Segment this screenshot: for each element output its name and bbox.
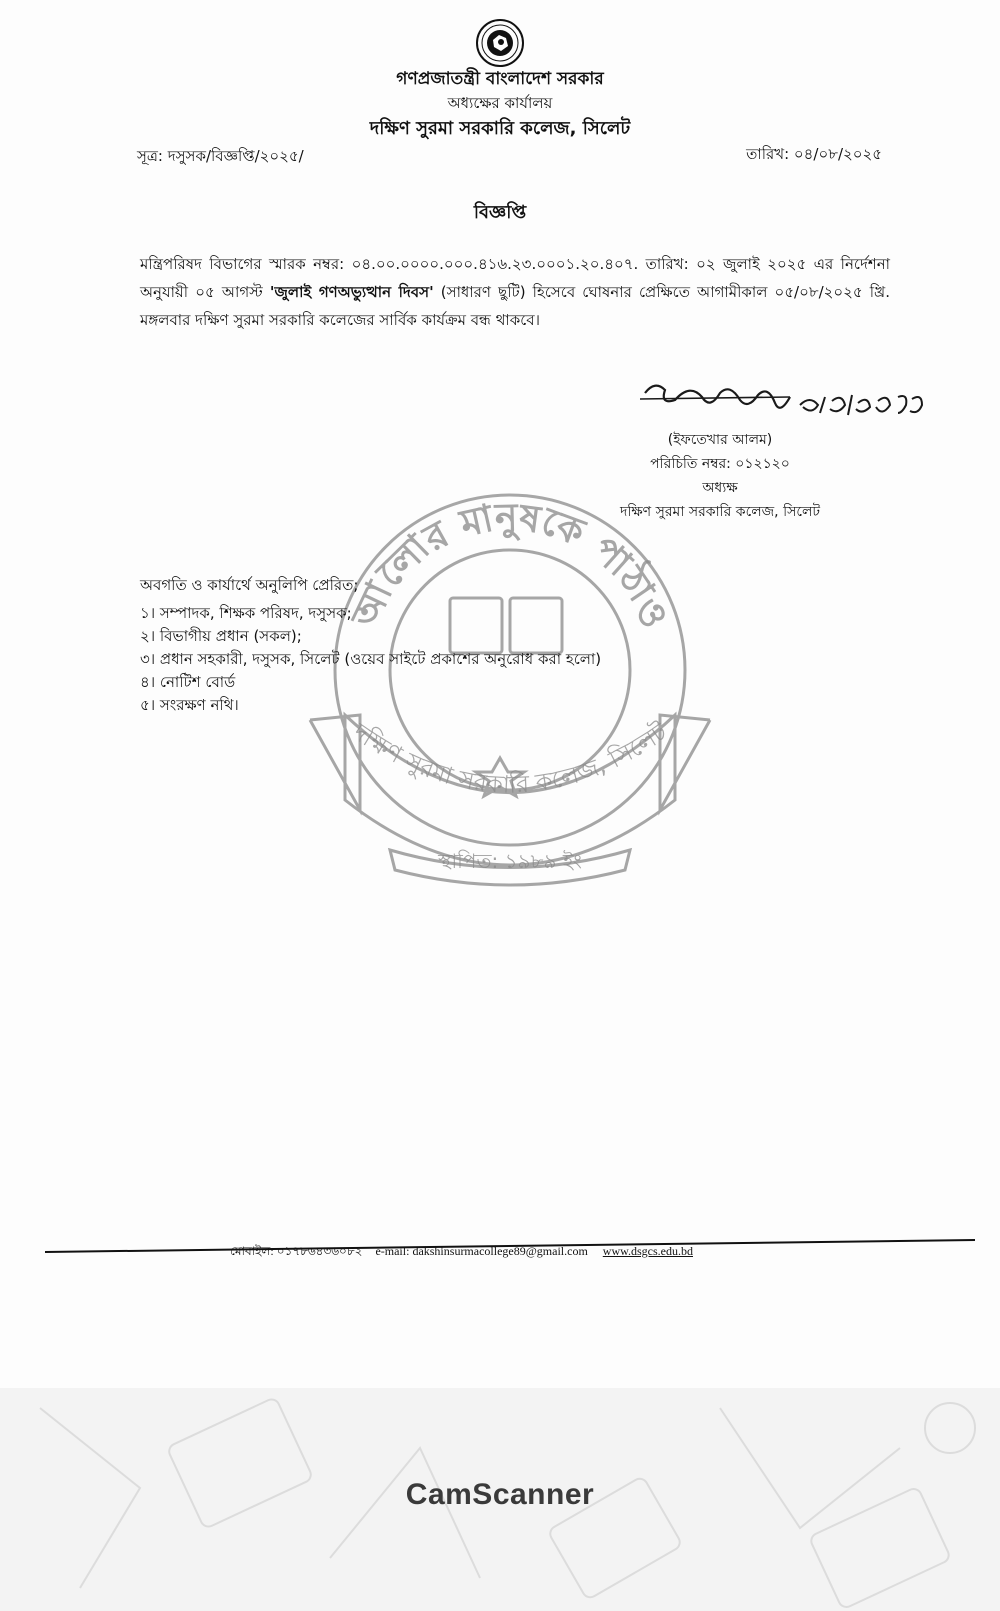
notice-body-part1: মন্ত্রিপরিষদ বিভাগের স্মারক নম্বর: ০৪.০০.০০০০.০০০.৪১৬.২৩.০০০১.২০.৪০৭. তারিখ: ০২ জুলাই ২০২৫ এর নির্দেশনা অনুযায়ী ০৫ আগস্ট bbox=[140, 255, 890, 301]
copy-list-title: অবগতি ও কার্যার্থে অনুলিপি প্রেরিত; bbox=[140, 576, 359, 594]
memo-reference: সূত্র: দসুসক/বিজ্ঞপ্তি/২০২৫/ bbox=[137, 147, 304, 165]
handwritten-signature bbox=[640, 375, 940, 425]
copy-list-item: ৫। সংরক্ষণ নথি। bbox=[140, 696, 239, 714]
signatory-institution: দক্ষিণ সুরমা সরকারি কলেজ, সিলেট bbox=[619, 504, 821, 520]
copy-list-item: ২। বিভাগীয় প্রধান (সকল); bbox=[140, 627, 302, 645]
copy-list-item: ৪। নোটিশ বোর্ড bbox=[140, 673, 236, 691]
letterhead-government: গণপ্রজাতন্ত্রী বাংলাদেশ সরকার bbox=[396, 69, 604, 89]
copy-list-item: ১। সম্পাদক, শিক্ষক পরিষদ, দসুসক; bbox=[140, 604, 352, 622]
memo-date: তারিখ: ০৪/০৮/২০২৫ bbox=[746, 145, 882, 163]
copy-list bbox=[140, 602, 601, 717]
footer-website-link[interactable]: www.dsgcs.edu.bd bbox=[602, 1244, 693, 1258]
svg-text:দক্ষিণ সুরমা সরকারি কলেজ, সিলে bbox=[347, 716, 673, 798]
letterhead-college: দক্ষিণ সুরমা সরকারি কলেজ, সিলেট bbox=[369, 118, 631, 139]
seal-motto: আলোর মানুষকে পাঠাও bbox=[342, 494, 678, 634]
notice-body bbox=[140, 250, 890, 334]
notice-title: বিজ্ঞপ্তি bbox=[473, 202, 527, 223]
copy-list-item: ৩। প্রধান সহকারী, দসুসক, সিলেট (ওয়েব সাইটে প্রকাশের অনুরোধ করা হলো) bbox=[140, 650, 602, 668]
signatory-name: (ইফতেখার আলম) bbox=[667, 432, 773, 448]
footer-mobile: মোবাইল: ০১৭৮৬৪৩৬০৮২ bbox=[230, 1244, 363, 1258]
seal-college-name: দক্ষিণ সুরমা সরকারি কলেজ, সিলেট bbox=[347, 717, 673, 799]
notice-body-part2: (সাধারণ ছুটি) হিসেবে ঘোষনার প্রেক্ষিতে আগামীকাল ০৫/০৮/২০২৫ খ্রি. মঙ্গলবার দক্ষিণ সুরমা সরকারি কলেজের সার্বিক কার্যক্রম বন্ধ থাকবে। bbox=[140, 283, 890, 329]
notice-body-highlight: 'জুলাই গণঅভ্যুত্থান দিবস' bbox=[269, 283, 434, 301]
seal-established: স্থাপিত: ১৯৮৯ ইং bbox=[438, 849, 582, 873]
footer-email[interactable]: e-mail: dakshinsurmacollege89@gmail.com bbox=[375, 1244, 588, 1258]
signatory-designation: অধ্যক্ষ bbox=[702, 480, 738, 496]
letterhead-office: অধ্যক্ষের কার্যালয় bbox=[447, 94, 553, 112]
footer-contact bbox=[230, 1243, 693, 1263]
government-emblem-icon bbox=[473, 18, 527, 68]
signatory-block bbox=[600, 428, 840, 524]
camscanner-brand: CamScanner bbox=[405, 1478, 595, 1511]
signatory-id: পরিচিতি নম্বর: ০১২১২০ bbox=[650, 456, 790, 472]
